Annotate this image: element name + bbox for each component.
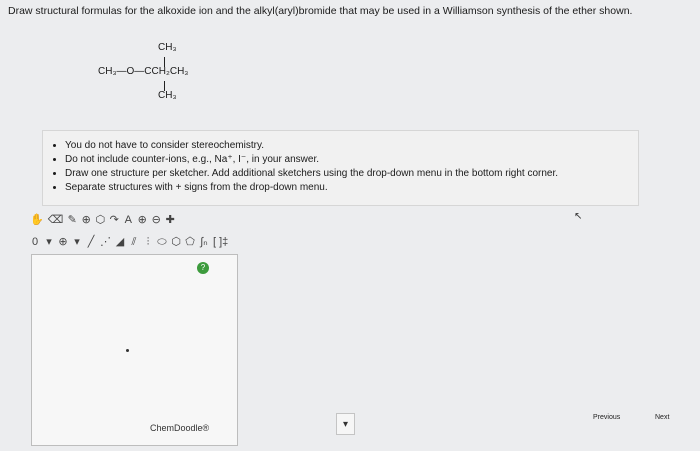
sketcher-panel[interactable] <box>31 254 238 446</box>
sketcher-brand: ChemDoodle® <box>150 423 210 433</box>
previous-button[interactable]: Previous <box>593 414 621 421</box>
instructions-box <box>42 130 639 206</box>
ether-structure <box>92 40 242 110</box>
eraser-icon[interactable]: ⌫ <box>47 214 64 226</box>
sketch-point <box>126 349 129 352</box>
bond-double-icon[interactable]: ⫽ <box>131 236 137 248</box>
bond-wedge-icon[interactable]: ◢ <box>115 236 125 248</box>
hint-item: • Separate structures with + signs from the drop-down menu. <box>65 181 638 195</box>
chain-label[interactable]: ∫ₙ <box>200 236 208 248</box>
help-icon[interactable]: ? <box>197 262 209 274</box>
zero-charge[interactable]: 0 <box>31 236 39 248</box>
molecule-ch3-top: CH₃ <box>158 42 177 53</box>
sketcher-toolbar-bottom <box>30 234 228 250</box>
ring-icon[interactable]: ⬭ <box>157 236 167 248</box>
next-button[interactable]: Next <box>655 414 670 421</box>
zoom-in-icon[interactable]: ⊕ <box>137 214 147 226</box>
zoom-out-icon[interactable]: ⊖ <box>151 214 161 226</box>
plus-charge[interactable]: ⊕ <box>58 236 68 248</box>
bond-single-icon[interactable]: ╱ <box>87 236 95 248</box>
text-icon[interactable]: A <box>124 214 132 226</box>
ring3-icon[interactable]: ⬠ <box>185 236 195 248</box>
bond-hash-icon[interactable]: ⋰ <box>100 236 111 248</box>
bracket-label[interactable]: [ ]‡ <box>213 236 229 248</box>
sketcher-dropdown-button[interactable]: ▾ <box>336 413 355 435</box>
question-text: Draw structural formulas for the alkoxide ion and the alkyl(aryl)bromide that may be used in a Williamson synthesis of the ether shown. <box>8 5 633 17</box>
hint-item: • You do not have to consider stereochemistry. <box>65 139 638 153</box>
hint-item: • Do not include counter-ions, e.g., Na⁺, I⁻, in your answer. <box>65 153 638 167</box>
hand-icon[interactable]: ✋ <box>30 214 44 226</box>
plus-dropdown-icon[interactable]: ▾ <box>74 236 80 248</box>
pencil-icon[interactable]: ✎ <box>67 214 77 226</box>
drawing-canvas[interactable] <box>236 212 690 444</box>
hint-item: • Draw one structure per sketcher. Add additional sketchers using the drop-down menu in the bottom right corner. <box>65 167 638 181</box>
molecule-ch3-bottom: CH₃ <box>158 90 177 101</box>
ring2-icon[interactable]: ⬡ <box>171 236 181 248</box>
ring-add-icon[interactable]: ⊕ <box>81 214 91 226</box>
bond-triple-icon[interactable]: ⫶ <box>146 236 150 248</box>
template-icon[interactable]: ✚ <box>165 214 175 226</box>
shape-icon[interactable]: ⬡ <box>95 214 106 226</box>
sketcher-toolbar-top <box>30 212 175 228</box>
charge-dropdown-icon[interactable]: ▾ <box>46 236 52 248</box>
cursor-arrow-icon: ↖ <box>574 211 583 222</box>
curly-arrow-icon[interactable]: ↷ <box>109 214 119 226</box>
molecule-main-chain: CH₃—O—CCH₂CH₃ <box>98 66 189 77</box>
